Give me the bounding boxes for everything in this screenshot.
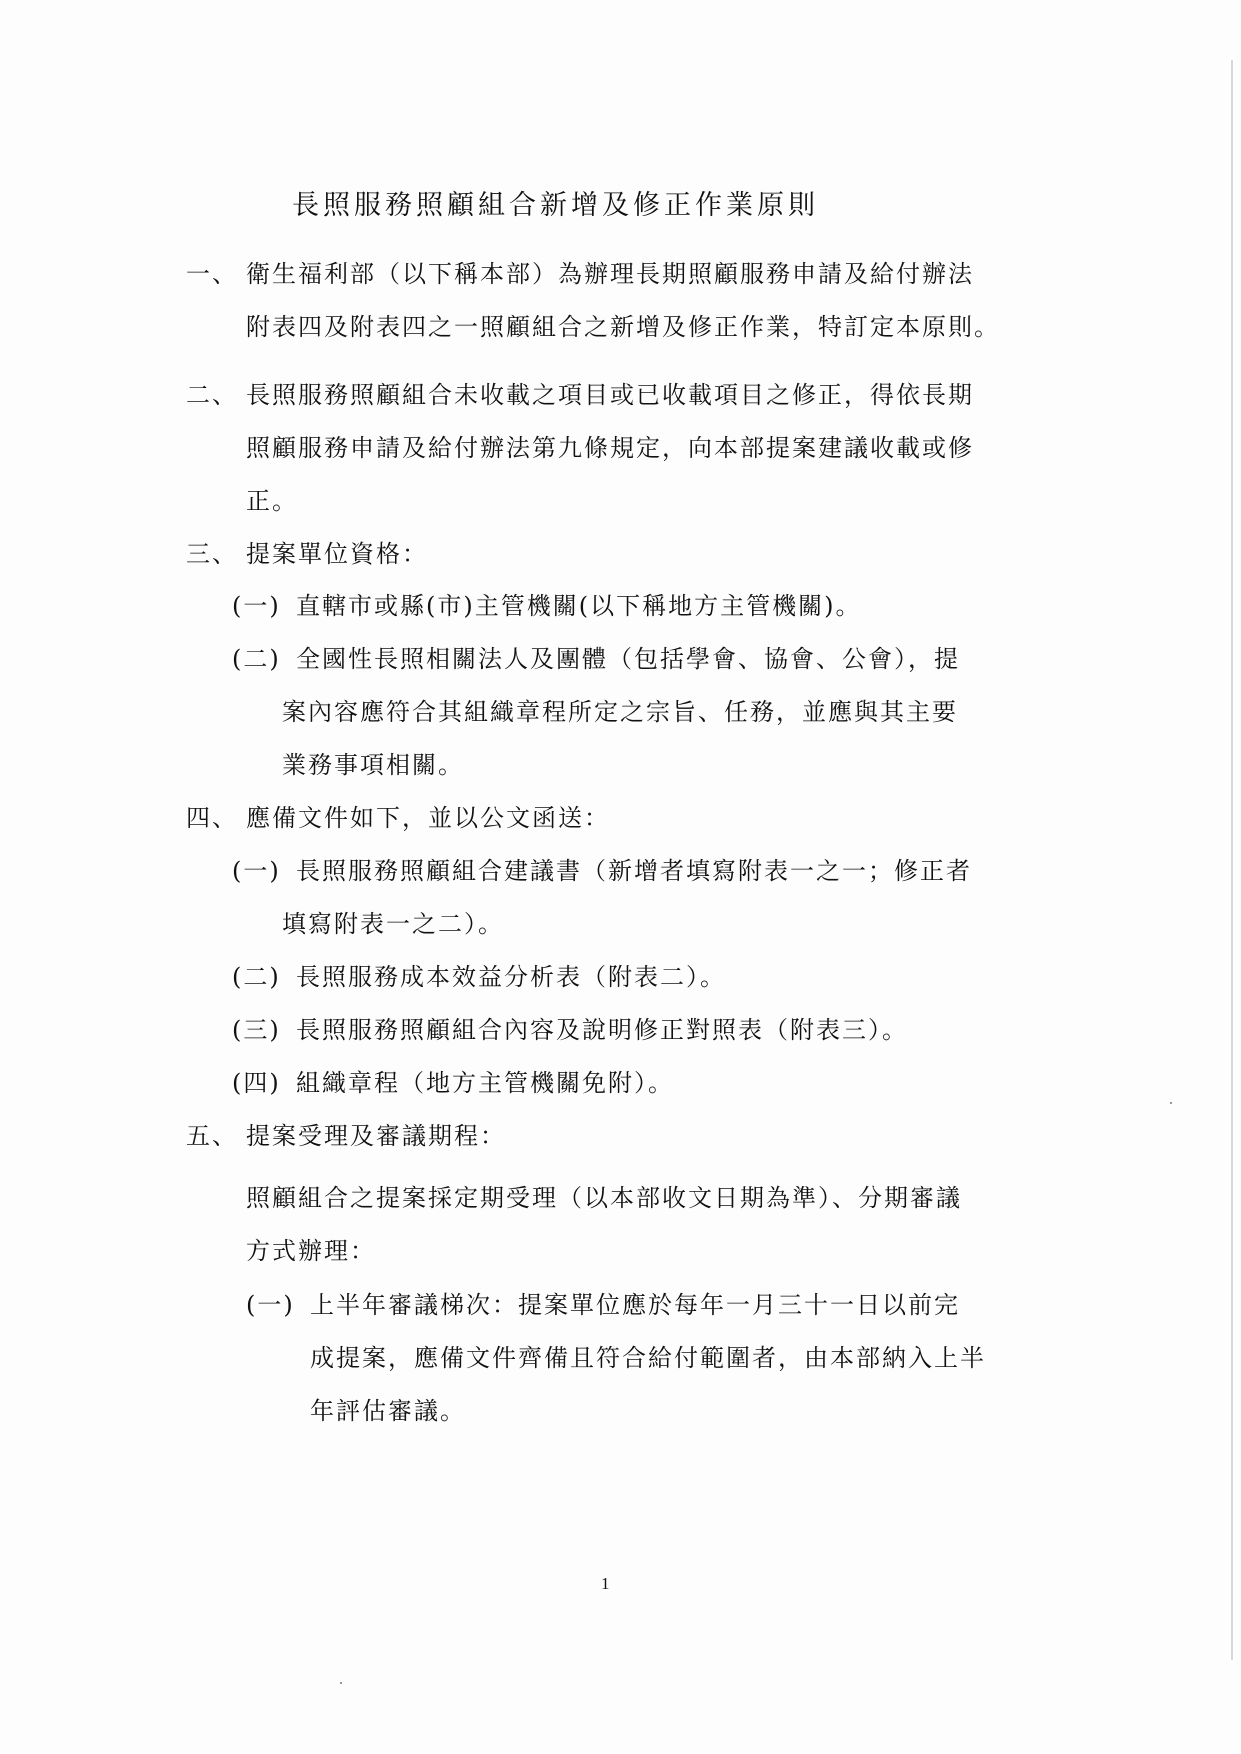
section-4-item-3-number: (三) <box>232 1016 281 1044</box>
section-3-item-1-number: (一) <box>232 592 281 620</box>
section-3-item-1-line-1: 直轄市或縣(市)主管機關(以下稱地方主管機關)。 <box>296 592 862 620</box>
section-4-item-2-number: (二) <box>232 963 281 991</box>
section-2-number: 二、 <box>186 381 238 409</box>
section-2-line-2: 照顧服務申請及給付辦法第九條規定，向本部提案建議收載或修 <box>246 434 974 462</box>
section-5-paragraph-line-2: 方式辦理： <box>246 1237 376 1265</box>
section-4-item-4-number: (四) <box>232 1069 281 1097</box>
scan-speck <box>340 1682 342 1684</box>
section-4-item-4-line-1: 組織章程（地方主管機關免附）。 <box>296 1069 674 1097</box>
section-2-line-3: 正。 <box>246 487 298 515</box>
section-4-heading: 應備文件如下，並以公文函送： <box>246 804 610 832</box>
section-5-item-1-line-3: 年評估審議。 <box>310 1397 466 1425</box>
scan-edge <box>1231 60 1233 1660</box>
page-number: 1 <box>601 1574 610 1593</box>
section-5-number: 五、 <box>186 1122 238 1150</box>
section-4-item-2-line-1: 長照服務成本效益分析表（附表二）。 <box>296 963 726 991</box>
section-4-number: 四、 <box>186 804 238 832</box>
section-4-item-1-line-1: 長照服務照顧組合建議書（新增者填寫附表一之一；修正者 <box>296 857 972 885</box>
section-4-item-1-line-2: 填寫附表一之二）。 <box>282 910 504 938</box>
section-3-item-2-line-1: 全國性長照相關法人及團體（包括學會、協會、公會），提 <box>296 645 960 673</box>
section-3-number: 三、 <box>186 540 238 568</box>
section-5-heading: 提案受理及審議期程： <box>246 1122 506 1150</box>
section-5-paragraph-line-1: 照顧組合之提案採定期受理（以本部收文日期為準）、分期審議 <box>246 1184 962 1212</box>
section-1-line-2: 附表四及附表四之一照顧組合之新增及修正作業，特訂定本原則。 <box>246 313 1000 341</box>
section-5-item-1-line-2: 成提案，應備文件齊備且符合給付範圍者，由本部納入上半 <box>310 1344 986 1372</box>
section-5-item-1-line-1: 上半年審議梯次：提案單位應於每年一月三十一日以前完 <box>310 1291 960 1319</box>
section-5-item-1-number: (一) <box>246 1291 295 1319</box>
section-4-item-1-number: (一) <box>232 857 281 885</box>
document-title: 長照服務照顧組合新增及修正作業原則 <box>292 190 819 221</box>
section-3-item-2-number: (二) <box>232 645 281 673</box>
section-3-heading: 提案單位資格： <box>246 540 428 568</box>
scan-speck <box>1170 1102 1172 1104</box>
section-3-item-2-line-2: 案內容應符合其組織章程所定之宗旨、任務，並應與其主要 <box>282 698 958 726</box>
section-4-item-3-line-1: 長照服務照顧組合內容及說明修正對照表（附表三）。 <box>296 1016 908 1044</box>
section-2-line-1: 長照服務照顧組合未收載之項目或已收載項目之修正，得依長期 <box>246 381 974 409</box>
section-3-item-2-line-3: 業務事項相關。 <box>282 751 464 779</box>
section-1-number: 一、 <box>186 260 238 288</box>
section-1-line-1: 衛生福利部（以下稱本部）為辦理長期照顧服務申請及給付辦法 <box>246 260 974 288</box>
